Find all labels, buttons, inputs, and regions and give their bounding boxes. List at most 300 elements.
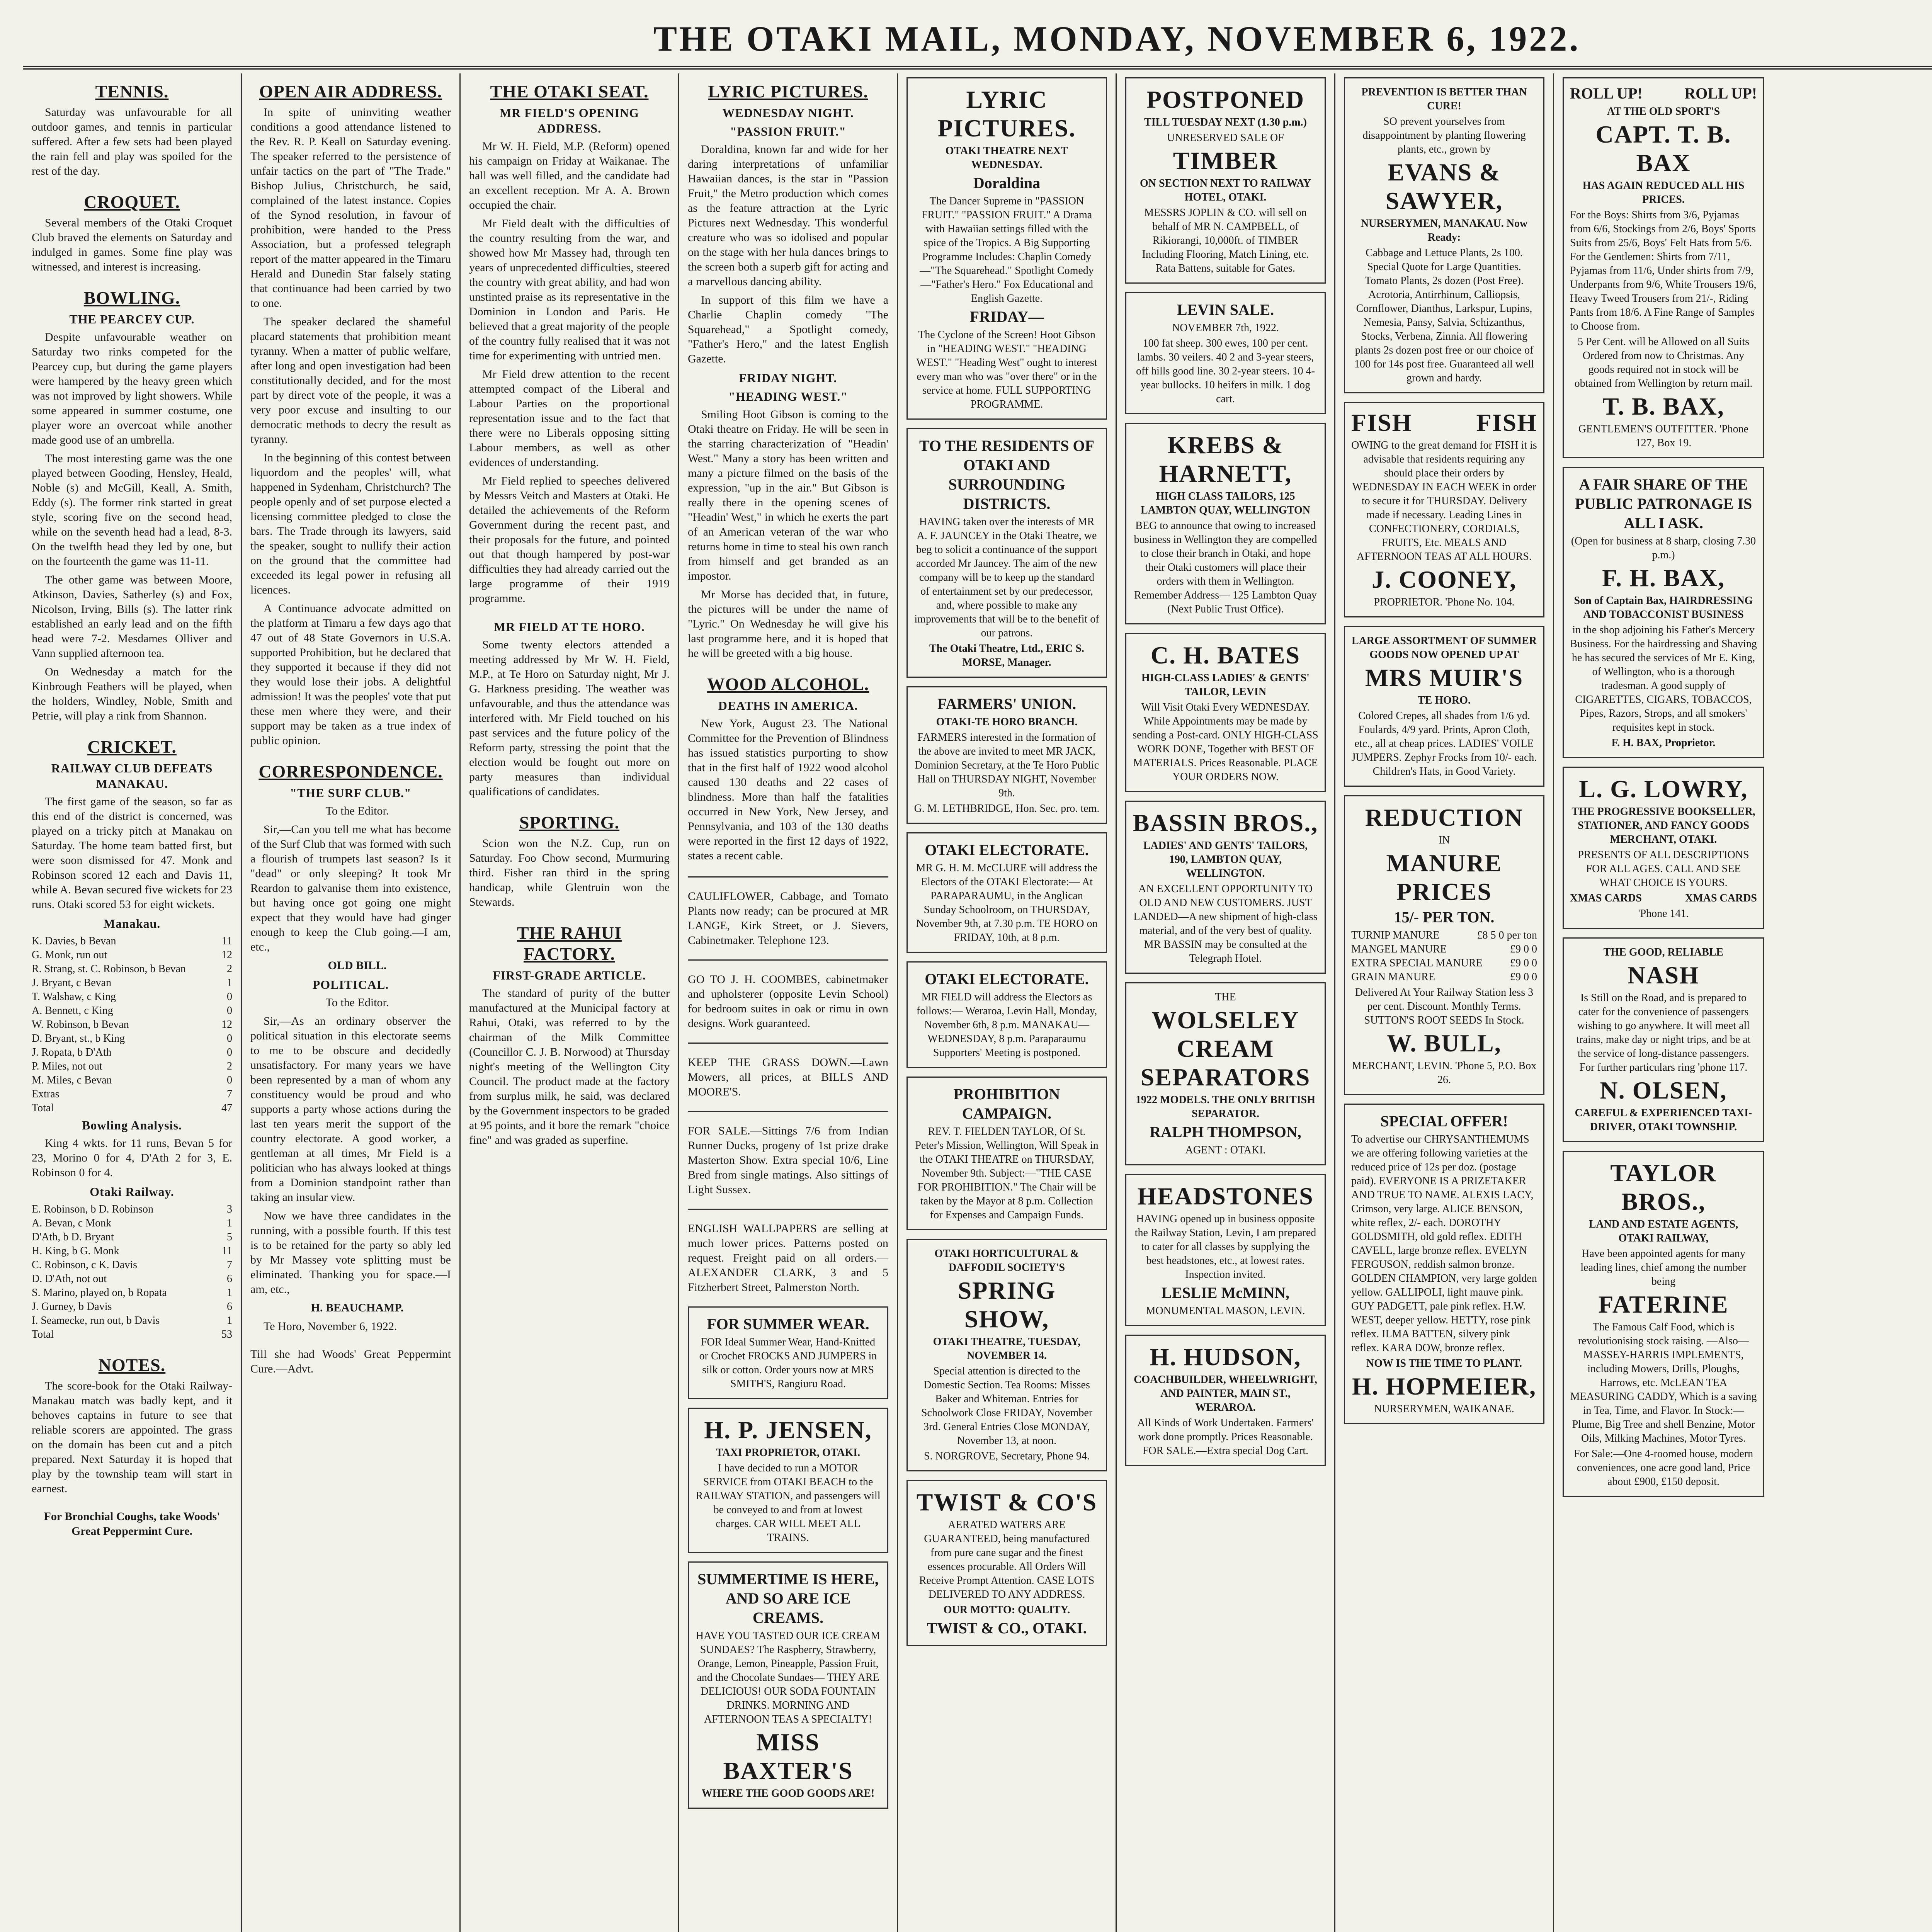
political-heading: POLITICAL. [312,978,389,992]
cooney-sub: PROPRIETOR. 'Phone No. 104. [1374,596,1515,608]
nash-body: Is Still on the Road, and is prepared to cater for the convenience of passengers wishing to go anywhere. It will meet all trains, make day or night trips, and be at the service of long-distance passengers. For further particulars ring 'phone 117. [1576,992,1751,1073]
krebs-ad [1125,423,1326,624]
patronage-heading: A FAIR SHARE OF THE PUBLIC PATRONAGE IS ALL I ASK. [1575,476,1752,532]
bassin-ad [1125,801,1326,974]
manure-row-label: TURNIP MANURE [1351,929,1440,941]
column-5 [898,73,1117,1932]
jensen-ad [688,1408,888,1553]
hopmeier-name: H. HOPMEIER, [1352,1372,1537,1400]
column-2 [242,73,461,1932]
spring-show-body: Special attention is directed to the Domestic Section. Tea Rooms: Misses Baker and Whiteman. Entries for Schoolwork Close FRIDAY, November 3rd. General Entries Close MONDAY, November 13, at noon. [921,1365,1093,1447]
wood-alcohol-heading: WOOD ALCOHOL. [707,674,869,694]
spring-show-sign: S. NORGROVE, Secretary, Phone 94. [923,1450,1090,1462]
otaki-row [32,1230,232,1244]
lowry-sub: THE PROGRESSIVE BOOKSELLER, STATIONER, AND FANCY GOODS MERCHANT, OTAKI. [1571,806,1755,845]
otaki-seat-body-1: Mr W. H. Field, M.P. (Reform) opened his campaign on Friday at Waikanae. The hall was well filled, and the candidate had an excellent reception. Mr A. A. Brown occupied the chair. [469,140,670,211]
evans-ad [1344,77,1544,393]
lowry-body: PRESENTS OF ALL DESCRIPTIONS FOR ALL AGES. CALL AND SEE WHAT CHOICE IS YOURS. [1578,849,1749,889]
friday-body: The Cyclone of the Screen! Hoot Gibson in "HEADING WEST." "HEADING WEST." "Heading West" ought to interest every man who was "over there" or in the service at home. FULL SUPPORTING PROGRAMME. [916,329,1097,410]
open-air-body-4: A Continuance advocate admitted on the platform at Timaru a few days ago that 47 out of 48 State Governors in U.S.A. supported Prohibition, but he declared that they supported it because if they did not they would lose their jobs. A delightful admission! It was the peoples' vote that put these men where they were, and their support may be taken as a true index of public opinion. [250,602,451,747]
farmers-body: FARMERS interested in the formation of the above are invited to meet MR JACK, Dominion Secretary, at the Te Horo Public Hall on THURSDAY NIGHT, November 9th. [914,731,1099,799]
manakau-row [32,1087,232,1101]
political-letter-2: Now we have three candidates in the running, with a possible fourth. If this test is to be retained for the party so ably led by Mr Massey vote splitting must be eliminated. Thanking you for space.—I am, etc., [250,1209,451,1296]
otaki-row-label: C. Robinson, c K. Davis [32,1259,137,1271]
letter-signature-1: OLD BILL. [328,959,387,972]
bax-body: For the Boys: Shirts from 3/6, Pyjamas from 6/6, Stockings from 2/6, Boys' Sports Suits from 25/6, Boys' Felt Hats from 5/6. For the Gentlemen: Shirts from 7/11, Pyjamas from 11/6, Under shirts from 7/9, Underpants from 9/6, White Trousers 19/6, Heavy Tweed Trousers from 21/-, Riding Pants from 18/6. A Fine Range of Samples to Choose from. [1570,209,1757,332]
manakau-row [32,1073,232,1087]
lyric-body-4: Mr Morse has decided that, in future, the pictures will be under the name of "Lyric." On Wednesday he will give his last programme here, and it is hoped that he will be greeted with a big house. [688,588,888,660]
mcclure-ad [906,832,1107,953]
electorate-body: MR G. H. M. McCLURE will address the Electors of the OTAKI Electorate:— At PARAPARAUMU, in the Anglican Sunday Schoolroom, on THURSDAY, November 9th, at 7.30 p.m. TE HORO on FRIDAY, 10th, at 8 p.m. [916,862,1098,944]
manakau-row-value: 0 [227,1005,232,1017]
prohibition-body: REV. T. FIELDEN TAYLOR, Of St. Peter's Mission, Wellington, Will Speak in the OTAKI THEATRE on THURSDAY, November 9th. Subject:—"THE CASE FOR PROHIBITION." The Chair will be taken by the Mayor at 8 p.m. Collection for Expenses and Campaign Funds. [915,1126,1099,1221]
summer-wear-ad [688,1306,888,1399]
farmers-ad [906,686,1107,824]
roll-up-1: ROLL UP! [1570,85,1643,102]
spring-show-heading: OTAKI HORTICULTURAL & DAFFODIL SOCIETY'S [934,1248,1079,1274]
bowling-body-4: On Wednesday a match for the Kinbrough Feathers will be played, when the holders, Windley, Noble, Smith and Petrie, will play a rink from Shannon. [32,665,232,722]
otaki-railway-heading: Otaki Railway. [90,1185,174,1199]
to-editor-1: To the Editor. [325,804,389,817]
croquet-article [32,192,232,274]
surf-club-letter: Sir,—Can you tell me what has become of the Surf Club that was formed with such a flourish of trumpets last season? Is it "dead" or only sleeping? It took Mr Reardon to galvanise them into existence, but having once got going one might expect that they would have had ginger enough to keep the Club going.—I am, etc., [250,823,451,953]
otaki-seat-body-3: Mr Field drew attention to the recent attempted compact of the Liberal and Labour Parties on the proportional representation issue and to the fact that there were no Liberals opposing sitting Labour members, as well as other evidences of understanding. [469,368,670,469]
otaki-row-value: 11 [222,1245,232,1257]
twist-ad [906,1480,1107,1646]
otaki-row-label: E. Robinson, b D. Robinson [32,1203,154,1215]
otaki-row-value: 1 [227,1315,232,1327]
tb-bax-name: T. B. BAX, [1602,393,1725,420]
olsen-sub: CAREFUL & EXPERIENCED TAXI-DRIVER, OTAKI TOWNSHIP. [1575,1107,1752,1133]
lyric-sub-1: WEDNESDAY NIGHT. [722,106,854,120]
chrysanthemum-ad [1344,1104,1544,1424]
classified-2: GO TO J. H. COOMBES, cabinetmaker and upholsterer (opposite Levin School) for bedroom suites in oak or rimu in own designs. Work guaranteed. [688,973,888,1030]
wood-alcohol-article [688,674,888,863]
classified-4: FOR SALE.—Sittings 7/6 from Indian Runner Ducks, progeny of 1st prize drake Masterton Show. Extra special 10/6, Line Bred from single matings. Also sittings of Light Sussex. [688,1124,888,1196]
notes-body: The score-book for the Otaki Railway-Manakau match was badly kept, and it behoves captains in future to see that reliable scorers are appointed. The grass on the domain has been cut and a pitch prepared. Next Saturday it is hoped that play by the township team will start in earnest. [32,1379,232,1495]
manakau-row-value: 1 [227,977,232,989]
bowling-body-2: The most interesting game was the one played between Gooding, Hensley, Heald, Noble (s) and McGill, Keall, A. Smith, Eddy (s). The former rink started in great style, scoring five on the second head, while on the seventh head had a lead, 8-3. On the twelfth head they led by one, but on the fourteenth the game was 11-11. [32,452,232,568]
bassin-body: AN EXCELLENT OPPORTUNITY TO OLD AND NEW CUSTOMERS. JUST LANDED—A new shipment of high-class material, and of the very best of quality. MR BASSIN may be consulted at the Telegraph Hotel. [1133,883,1318,964]
muir-ad [1344,626,1544,787]
manakau-row-value: 0 [227,1074,232,1086]
classified-1: CAULIFLOWER, Cabbage, and Tomato Plants now ready; can be procured at MR LANGE, Kirk Street, or J. Sievers, Cabinetmaker. Telephone 123. [688,890,888,947]
manakau-row-value: 0 [227,1032,232,1044]
fh-bax-name: F. H. BAX, [1602,564,1725,592]
roll-up-2: ROLL UP! [1684,85,1757,102]
otaki-row-label: H. King, b G. Monk [32,1245,119,1257]
sporting-article [469,812,670,910]
wood-alcohol-sub: DEATHS IN AMERICA. [718,699,858,713]
cooney-name: J. COONEY, [1371,566,1517,593]
bax-body-2: 5 Per Cent. will be Allowed on all Suits Ordered from now to Christmas. Any goods required not in stock will be obtained from Wellington by return mail. [1574,336,1753,389]
manakau-row-label: Total [32,1102,54,1114]
manakau-row-label: A. Bennett, c King [32,1005,113,1017]
otaki-row-label: S. Marino, played on, b Ropata [32,1287,167,1299]
hudson-ad [1125,1335,1326,1466]
levin-sale-body: 100 fat sheep. 300 ewes, 100 per cent. lambs. 30 veilers. 40 2 and 3-year steers, off hills good line. 30 2-year steers. 10 4-year bullocks. 10 heifers in milk. 1 dog cart. [1136,337,1315,405]
manure-ad [1344,795,1544,1095]
prevention-heading: PREVENTION IS BETTER THAN CURE! [1361,86,1527,112]
otaki-row [32,1300,232,1314]
bates-body: Will Visit Otaki Every WEDNESDAY. While Appointments may be made by sending a Post-card. ONLY HIGH-CLASS WORK DONE, Together with BEST OF MATERIALS. Prices Reasonable. PLACE YOUR ORDERS NOW. [1133,701,1318,783]
otaki-row-value: 6 [227,1273,232,1285]
timber-body: MESSRS JOPLIN & CO. will sell on behalf of MR N. CAMPBELL, of Rikiorangi, 10,000ft. of TIMBER Including Flooring, Match Lining, etc. Rata Battens, suitable for Gates. [1142,207,1309,274]
manure-sub: 15/- PER TON. [1394,908,1495,926]
farmers-sign: G. M. LETHBRIDGE, Hon. Sec. pro. tem. [914,803,1100,815]
manure-body: Delivered At Your Railway Station less 3 per cent. Discount. Monthly Terms. SUTTON'S ROOT SEEDS In Stock. [1355,986,1534,1026]
otaki-seat-body-2: Mr Field dealt with the difficulties of the country resulting from the war, and showed how Mr Massey had, through ten years of unprecedented difficulties, steered the country with great ability, and had won unstinted praise as its representative in the Dominion in London and Paris. He believed that a great majority of the people of the country fully realised that it was not time for experimenting with untried men. [469,217,670,362]
tb-bax-sub: GENTLEMEN'S OUTFITTER. 'Phone 127, Box 19. [1578,423,1749,449]
bull-name: W. BULL, [1387,1029,1502,1057]
nash-ad [1563,937,1764,1142]
lyric-ad-sub: OTAKI THEATRE NEXT WEDNESDAY. [945,145,1068,171]
letter-place: Te Horo, November 6, 1922. [264,1320,397,1333]
otaki-row-label: J. Gurney, b Davis [32,1301,112,1313]
headstones-ad [1125,1174,1326,1326]
fh-bax-ad [1563,467,1764,758]
otaki-row [32,1202,232,1216]
twist-body: AERATED WATERS ARE GUARANTEED, being manufactured from pure cane sugar and the finest essences procurable. All Orders Will Receive Prompt Attention. CASE LOTS DELIVERED TO ANY ADDRESS. [919,1519,1095,1600]
xmas-cards-2: XMAS CARDS [1685,892,1757,904]
otaki-seat-heading: THE OTAKI SEAT. [490,82,649,101]
otaki-row [32,1314,232,1328]
sporting-body: Scion won the N.Z. Cup, run on Saturday. Foo Chow second, Murmuring third. Fisher ran third in the spring handicap, while Glentruin won the Stewards. [469,837,670,908]
cricket-article [32,736,232,1342]
spring-show-title: SPRING SHOW, [957,1277,1056,1333]
otaki-scorecard [32,1202,232,1342]
manakau-row [32,934,232,948]
chrysanthemum-body: To advertise our CHRYSANTHEMUMS we are offering following varieties at the reduced price of 12s per doz. (postage paid). EVERYONE IS A PRIZETAKER AND TRUE TO NAME. ALEXIS LACY, Crimson, very large. ALICE BENSON, white reflex, 2/- each. DOROTHY GOLDSMITH, old gold reflex. EDITH CAVELL, large bronze reflex. EVELYN FERGUSON, reddish salmon bronze. GOLDEN CHAMPION, very large golden yellow. GALLIPOLI, light mauve pink. GUY PADGETT, pale pink reflex. H.W. WEST, deeper yellow. HETTY, rose pink reflex. ILMA BATTEN, silvery pink reflex. KARA DOW, bronze reflex. [1351,1133,1537,1354]
column-1 [23,73,242,1932]
krebs-sub: HIGH CLASS TAILORS, 125 LAMBTON QUAY, WELLINGTON [1140,490,1311,516]
lowry-phone: 'Phone 141. [1638,908,1689,920]
xmas-cards-1: XMAS CARDS [1570,892,1642,904]
otaki-row-value: 6 [227,1301,232,1313]
otaki-row-label: A. Bevan, c Monk [32,1217,112,1229]
manure-row-label: MANGEL MANURE [1351,943,1447,955]
to-editor-2: To the Editor. [325,996,389,1009]
manure-row [1351,942,1537,956]
manure-row [1351,970,1537,984]
spring-show-ad [906,1239,1107,1471]
lowry-ad [1563,767,1764,929]
divider [688,1209,888,1210]
hudson-body: All Kinds of Work Undertaken. Farmers' work done promptly. Prices Reasonable. FOR SALE.—Extra special Dog Cart. [1137,1417,1314,1457]
bax-heading: CAPT. T. B. BAX [1595,121,1731,177]
manakau-row-value: 7 [227,1088,232,1100]
manure-heading: MANURE PRICES [1386,849,1502,905]
manakau-row-value: 12 [221,1019,232,1031]
manakau-row-label: J. Ropata, b D'Ath [32,1046,112,1058]
hopmeier-sub: NURSERYMEN, WAIKANAE. [1374,1403,1514,1415]
manakau-row-label: Extras [32,1088,60,1100]
fh-bax-sub: Son of Captain Bax, HAIRDRESSING AND TOBACCONIST BUSINESS [1574,595,1753,621]
bowling-article [32,287,232,723]
manakau-row-value: 2 [227,963,232,975]
roll-up-sub: AT THE OLD SPORT'S [1607,105,1720,117]
ice-cream-body: HAVE YOU TASTED OUR ICE CREAM SUNDAES? The Raspberry, Strawberry, Orange, Lemon, Pineapple, Passion Fruit, and the Chocolate Sundaes— THEY ARE DELICIOUS! OUR SODA FOUNTAIN DRINKS. MORNING AND AFTERNOON TEAS A SPECIALTY! [696,1630,881,1725]
baxter-name: MISS BAXTER'S [723,1728,853,1784]
manure-row-value: £9 0 0 [1510,971,1537,983]
bassin-name: BASSIN BROS., [1133,809,1318,837]
jensen-sub: TAXI PROPRIETOR, OTAKI. [716,1447,861,1459]
manure-row [1351,929,1537,942]
otaki-row-value: 53 [221,1328,232,1340]
levin-sale-heading: LEVIN SALE. [1177,301,1274,318]
muir-name: MRS MUIR'S [1365,664,1524,691]
wood-alcohol-body: New York, August 23. The National Committee for the Prevention of Blindness has issued statistics purporting to show that in the first half of 1922 wood alcohol caused 130 deaths and 22 cases of blindness. More than half the fatalities occurred in New York, New Jersey, and Pennsylvania, and 103 of the 130 deaths were reported in the first 12 days of 1922, states a recent cable. [688,717,888,862]
farmers-sub: OTAKI-TE HORO BRANCH. [936,716,1078,728]
otaki-seat-subheading: MR FIELD'S OPENING ADDRESS. [499,106,639,135]
wolseley-pre: THE [1215,991,1236,1003]
fish-word-1: FISH [1351,409,1412,436]
rahui-article [469,923,670,1148]
residents-heading: TO THE RESIDENTS OF OTAKI AND SURROUNDING DISTRICTS. [919,437,1095,512]
otaki-row-value: 5 [227,1231,232,1243]
divider [688,959,888,961]
otaki-row [32,1258,232,1272]
divider [688,1043,888,1044]
correspondence-heading: CORRESPONDENCE. [259,762,443,781]
classified-5: ENGLISH WALLPAPERS are selling at much lower prices. Patterns posted on request. Freight paid on all orders.—ALEXANDER CLARK, 3 and 5 Fitzherbert Street, Palmerston North. [688,1222,888,1294]
otaki-row-value: 7 [227,1259,232,1271]
peppermint-ad-2: Till she had Woods' Great Peppermint Cure.—Advt. [250,1348,451,1375]
spring-show-sub: OTAKI THEATRE, TUESDAY, NOVEMBER 14. [933,1336,1081,1362]
muir-body: Colored Crepes, all shades from 1/6 yd. Foulards, 4/9 yard. Prints, Apron Cloth, etc., all at cheap prices. LADIES' VOILE JUMPERS. Zephyr Frocks from 10/- each. Children's Hats, in Good Variety. [1351,710,1537,777]
manure-price-list [1351,929,1537,984]
manakau-row-label: M. Miles, c Bevan [32,1074,112,1086]
otaki-row [32,1272,232,1286]
lyric-ad-heading: LYRIC PICTURES. [937,86,1076,142]
manakau-row-label: G. Monk, run out [32,949,107,961]
bax-sub: HAS AGAIN REDUCED ALL HIS PRICES. [1582,180,1745,206]
hudson-sub: COACHBUILDER, WHEELWRIGHT, AND PAINTER, MAIN ST., WERAROA. [1134,1374,1317,1413]
manakau-row-label: D. Bryant, st., b King [32,1032,125,1044]
reduction-in: IN [1438,834,1450,846]
otaki-row [32,1216,232,1230]
column-7 [1335,73,1554,1932]
manakau-row-label: P. Miles, not out [32,1060,102,1072]
otaki-row-value: 1 [227,1287,232,1299]
tennis-body: Saturday was unfavourable for all outdoor games, and tennis in particular suffered. After a few sets had been played the rain fell and play was spoiled for the rest of the day. [32,106,232,177]
classified-3: KEEP THE GRASS DOWN.—Lawn Mowers, all prices, at BILLS AND MOORE'S. [688,1056,888,1098]
manure-row [1351,956,1537,970]
manakau-row-label: K. Davies, b Bevan [32,935,116,947]
reduction-heading: REDUCTION [1365,804,1524,831]
fh-bax-sign: F. H. BAX, Proprietor. [1611,737,1716,749]
friday-heading: FRIDAY— [969,308,1044,325]
lyric-heading: LYRIC PICTURES. [708,82,868,101]
manakau-row-label: R. Strang, st. C. Robinson, b Bevan [32,963,186,975]
bowling-analysis: King 4 wkts. for 11 runs, Bevan 5 for 23, Morino 0 for 4, D'Ath 2 for 3, E. Robinson 0 for 4. [32,1137,232,1179]
timber-sub: ON SECTION NEXT TO RAILWAY HOTEL, OTAKI. [1140,177,1311,203]
fish-headline [1351,408,1537,437]
manakau-row [32,1032,232,1046]
open-air-heading: OPEN AIR ADDRESS. [259,82,442,101]
electorate-heading-2: OTAKI ELECTORATE. [925,970,1089,988]
krebs-name: KREBS & HARNETT, [1159,431,1292,487]
wolseley-heading: WOLSELEY CREAM SEPARATORS [1140,1006,1311,1091]
manure-row-value: £8 5 0 per ton [1477,929,1537,941]
hudson-name: H. HUDSON, [1150,1343,1301,1371]
otaki-row [32,1328,232,1342]
lyric-ad-star: Doraldina [973,174,1041,192]
bassin-sub: LADIES' AND GENTS' TAILORS, 190, LAMBTON QUAY, WELLINGTON. [1143,840,1308,879]
manakau-scorecard [32,934,232,1115]
prevention-body: SO prevent yourselves from disappointment by planting flowering plants, etc., grown by [1362,116,1526,155]
bax-ad [1563,77,1764,458]
bowling-body-3: The other game was between Moore, Atkinson, Davies, Satherley (s) and Fox, Nicolson, Irving, Bills (s). The latter rink established an early lead and on the fifth head were 7-2. Mesdames Olliver and Vann supplied afternoon tea. [32,573,232,660]
levin-sale-ad [1125,292,1326,414]
patronage-sub: (Open for business at 8 sharp, closing 7.30 p.m.) [1571,535,1756,561]
mcminn-name: LESLIE McMINN, [1161,1284,1290,1301]
taylor-name: TAYLOR BROS., [1610,1159,1717,1215]
headstones-heading: HEADSTONES [1137,1182,1314,1210]
column-6 [1117,73,1335,1932]
otaki-seat-body-4: Mr Field replied to speeches delivered by Messrs Veitch and Masters at Otaki. He detailed the achievements of the Reform Government during the recent past, and their proposals for the future, and pointed out that though hampered by post-war difficulties they had already carried out the large programme of their 1919 programme. [469,474,670,605]
otaki-row-value: 1 [227,1217,232,1229]
bates-sub: HIGH-CLASS LADIES' & GENTS' TAILOR, LEVIN [1141,672,1310,698]
croquet-body: Several members of the Otaki Croquet Club braved the elements on Saturday and indulged in games. Some fine play was witnessed, and interest is increasing. [32,216,232,273]
manakau-row [32,948,232,962]
manakau-row [32,962,232,976]
bowling-body: Despite unfavourable weather on Saturday two rinks competed for the Pearcey cup, but during the game players were hampered by the heavy green which was not improved by light showers. While some appeared in summer costume, one player wore an overcoat while another made good use of an umbrella. [32,331,232,446]
open-air-body-2: The speaker declared the shameful placard statements that prohibition meant tyranny. When a matter of public welfare, after long and open investigation had been constitutionally decided, and for the most part by direct vote of the people, it was a very poor excuse and insulting to our democratic methods to decry the result as tyranny. [250,315,451,446]
otaki-seat-article [469,81,670,606]
manakau-row [32,1018,232,1032]
tennis-article [32,81,232,179]
ralph-sub: AGENT : OTAKI. [1185,1144,1266,1156]
cricket-subheading: RAILWAY CLUB DEFEATS MANAKAU. [51,761,213,791]
lyric-sub-4: "HEADING WEST." [728,389,848,403]
chrysanthemum-foot: NOW IS THE TIME TO PLANT. [1366,1357,1522,1369]
manakau-row-value: 12 [221,949,232,961]
masthead-title: THE OTAKI MAIL, MONDAY, NOVEMBER 6, 1922. [653,19,1581,58]
taylor-sale: For Sale:—One 4-roomed house, modern conveniences, one acre good land, Price about £900, £150 deposit. [1573,1448,1753,1488]
lyric-sub-3: FRIDAY NIGHT. [739,371,837,385]
fish-body: OWING to the great demand for FISH it is advisable that residents requiring any should place their orders by WEDNESDAY IN EACH WEEK in order to secure it for THURSDAY. Delivery made if necessary. Leading Lines in CONFECTIONERY, CORDIALS, FRUITS, Etc. MEALS AND AFTERNOON TEAS AT ALL HOURS. [1351,439,1537,563]
manakau-row [32,1101,232,1115]
political-letter: Sir,—As an ordinary observer the political situation in this electorate seems to me to be obscure and decidedly unsatisfactory. For many years we have been represented by a man of whom any constituency would be proud and who supports a party whose actions during the last ten years merit the support of the country electorate. A good worker, a gentleman at all times, Mr Field is a politician who has always looked at things from a Dominion standpoint rather than taking an insular view. [250,1015,451,1204]
levin-sale-sub: NOVEMBER 7th, 1922. [1172,322,1279,334]
taylor-sub: LAND AND ESTATE AGENTS, OTAKI RAILWAY, [1588,1218,1738,1244]
manure-row-value: £9 0 0 [1510,943,1537,955]
otaki-row [32,1244,232,1258]
timber-pre: UNRESERVED SALE OF [1167,132,1284,144]
jensen-body: I have decided to run a MOTOR SERVICE from OTAKI BEACH to the RAILWAY STATION, and passengers will be conveyed to and from at lowest charges. CAR WILL MEET ALL TRAINS. [696,1462,881,1544]
evans-name: EVANS & SAWYER, [1385,158,1503,214]
lyric-ad [906,77,1107,420]
taylor-ad [1563,1151,1764,1497]
bates-name: C. H. BATES [1150,641,1301,669]
ralph-name: RALPH THOMPSON, [1150,1123,1301,1141]
fish-ad [1344,402,1544,617]
bates-ad [1125,633,1326,792]
notes-article [32,1355,232,1496]
surf-club-heading: "THE SURF CLUB." [290,786,412,800]
lyric-ad-body: The Dancer Supreme in "PASSION FRUIT." "PASSION FRUIT." A Drama with Hawaiian settings filled with the spice of the Tropics. A Big Supporting Programme Includes: Chaplin Comedy—"The Squarehead." Spotlight Comedy—"Father's Hero." Fox Educational and English Gazette. [920,195,1094,304]
manure-row-value: £9 0 0 [1510,957,1537,969]
manakau-row-value: 11 [222,935,232,947]
manakau-row-value: 2 [227,1060,232,1072]
peppermint-ad: For Bronchial Coughs, take Woods' Great Peppermint Cure. [44,1510,220,1537]
headstones-body: HAVING opened up in business opposite the Railway Station, Levin, I am prepared to cater for all classes by supplying the best headstones, etc., at lowest rates. Inspection invited. [1134,1213,1316,1281]
manakau-row-label: J. Bryant, c Bevan [32,977,112,989]
taylor-body: Have been appointed agents for many leading lines, chief among the number being [1580,1248,1747,1287]
rahui-body: The standard of purity of the butter manufactured at the Municipal factory at Rahui, Otaki, was referred to by the chairman of the Milk Committee (Councillor C. J. B. Norwood) at Thursday night's meeting of the Wellington City Council. The product made at the factory from surplus milk, he said, was declared by the Government inspectors to be graded at 95 points, and it bore the remark "choice fine" and was graded as superfine. [469,987,670,1146]
twist-heading: TWIST & CO'S [916,1488,1097,1516]
farmers-heading: FARMERS' UNION. [937,695,1077,713]
summer-wear-body: FOR Ideal Summer Wear, Hand-Knitted or Crochet FROCKS AND JUMPERS in silk or cotton. Order yours now at MRS SMITH'S, Rangiuru Road. [699,1336,877,1390]
summer-wear-heading: FOR SUMMER WEAR. [707,1315,869,1333]
residents-sign: The Otaki Theatre, Ltd., ERIC S. MORSE, Manager. [929,643,1085,668]
lyric-body-1: Doraldina, known far and wide for her daring interpretations of unfamiliar Hawaiian dances, is the star in "Passion Fruit," the Metro production which comes as the feature attraction at the Lyric Pictures next Wednesday. This wonderful creature who was so idolised and popular on the stage with her hula dances brings to the screen both a superb gift for acting and a marvellous dancing ability. [688,143,888,288]
twist-motto: OUR MOTTO: QUALITY. [943,1604,1070,1616]
roll-up-headline [1570,84,1757,103]
manakau-heading: Manakau. [103,917,161,930]
manakau-row-label: W. Robinson, b Bevan [32,1019,129,1031]
faterine-heading: FATERINE [1598,1291,1729,1318]
evans-body: Cabbage and Lettuce Plants, 2s 100. Special Quote for Large Quantities. Tomato Plants, 2s dozen (Post Free). Acrotoria, Antirrhinum, Calliopsis, Cornflower, Dianthus, Larkspur, Lupins, Nemesia, Pansy, Salvia, Schizanthus, Stocks, Verbena, Zinnia. All flowering plants 2s dozen post free or our choice of 100 for 14s post free. Guaranteed all well grown and hardy. [1354,247,1534,384]
divider [688,876,888,878]
ice-cream-heading: SUMMERTIME IS HERE, AND SO ARE ICE CREAMS. [697,1570,879,1626]
baxter-sub: WHERE THE GOOD GOODS ARE! [701,1787,875,1799]
evans-sub: NURSERYMEN, MANAKAU. Now Ready: [1361,218,1528,243]
prohibition-ad [906,1077,1107,1230]
xmas-cards-line [1570,891,1757,905]
croquet-heading: CROQUET. [84,192,180,212]
timber-heading: TIMBER [1173,147,1278,174]
manakau-row [32,1046,232,1060]
manure-row-label: EXTRA SPECIAL MANURE [1351,957,1483,969]
sporting-heading: SPORTING. [519,813,620,832]
krebs-body: BEG to announce that owing to increased business in Wellington they are compelled to close their branch in Otaki, and hope their Otaki customers will place their orders with them in Wellington. Remember Address— 125 Lambton Quay (Next Public Trust Office). [1134,520,1317,615]
mcminn-sub: MONUMENTAL MASON, LEVIN. [1146,1305,1305,1317]
lyric-body-3: Smiling Hoot Gibson is coming to the Otaki theatre on Friday. He will be seen in the starring characterization of "Headin' West." Many a story has been written and many a picture filmed on the basis of the expression, "up in the air." But Gibson is really there in the opening scenes of "Headin' West," in which he exerts the part of an American veteran of the war who returns home in time to steal his own ranch from himself and get branded as an impostor. [688,408,888,582]
otaki-row-label: D. D'Ath, not out [32,1273,107,1285]
letter-signature-2: H. BEAUCHAMP. [311,1301,404,1314]
te-horo-heading: MR FIELD AT TE HORO. [494,620,645,634]
open-air-body-1: In spite of uninviting weather conditions a good attendance listened to the Rev. R. P. Keall on Saturday evening. The speaker referred to the persistence of unfair tactics on the part of "The Trade." Bishop Julius, Christchurch, he said, complained of the latest instance. Copies of the Synod resolution, in favour of prohibition, were handed to the Press Association, but a professed telegraph report of the matter appeared in the Timaru Herald and Dunedin Star falsely stating that continuance had been carried by two to one. [250,106,451,310]
manure-row-label: GRAIN MANURE [1351,971,1435,983]
bowling-subheading: THE PEARCEY CUP. [69,312,195,326]
bull-sub: MERCHANT, LEVIN. 'Phone 5, P.O. Box 26. [1352,1060,1537,1086]
cricket-body: The first game of the season, so far as this end of the district is concerned, was played on a tricky pitch at Manakau on Saturday. The home team batted first, but were soon dismissed for 47. Monk and Robinson scored 12 each and Davis 11, while A. Bevan secured five wickets for 23 runs. Otaki scored 53 for eight wickets. [32,795,232,911]
manakau-row-value: 0 [227,1046,232,1058]
electorate-body-2: MR FIELD will address the Electors as follows:— Weraroa, Levin Hall, Monday, November 6th, 8 p.m. MANAKAU—WEDNESDAY, 8 p.m. Paraparaumu Supporters' Meeting is postponed. [916,991,1097,1059]
otaki-row-label: D'Ath, b D. Bryant [32,1231,114,1243]
manakau-row [32,990,232,1004]
te-horo-body: Some twenty electors attended a meeting addressed by Mr W. H. Field, M.P., at Te Horo on Saturday night, Mr J. G. Harkness presiding. The weather was unfavourable, and thus the attendance was interfered with. Mr Field touched on his past services and the future policy of the Reform party, stressing the point that the election would be fought out more on party measures than individual qualifications of candidates. [469,638,670,798]
twist-footer: TWIST & CO., OTAKI. [927,1619,1087,1637]
column-4 [679,73,898,1932]
correspondence-article [250,761,451,1334]
manakau-row-value: 47 [221,1102,232,1114]
muir-pre: LARGE ASSORTMENT OF SUMMER GOODS NOW OPENED UP AT [1352,635,1537,661]
column-8 [1554,73,1773,1932]
manakau-row-value: 0 [227,991,232,1003]
manakau-row [32,1004,232,1018]
chrysanthemum-heading: SPECIAL OFFER! [1380,1112,1508,1130]
open-air-article [250,81,451,748]
open-air-body-3: In the beginning of this contest between liquordom and the peoples' will, what happened in Sydenham, Christchurch? The people openly and of set purpose elected a licensing committee pledged to close the bars. The Trade through its lawyers, said the speaker, sought to nullify their action on the ground that the committee had exceeded its legal power in refusing all licences. [250,451,451,596]
jensen-name: H. P. JENSEN, [704,1416,872,1444]
fish-word-2: FISH [1476,409,1537,436]
otaki-row-value: 3 [227,1203,232,1215]
lyric-sub-2: "PASSION FRUIT." [730,124,847,138]
lyric-body-2: In support of this film we have a Charlie Chaplin comedy "The Squarehead," a Spotlight comedy, "Father's Hero," and the latest English Gazette. [688,294,888,365]
